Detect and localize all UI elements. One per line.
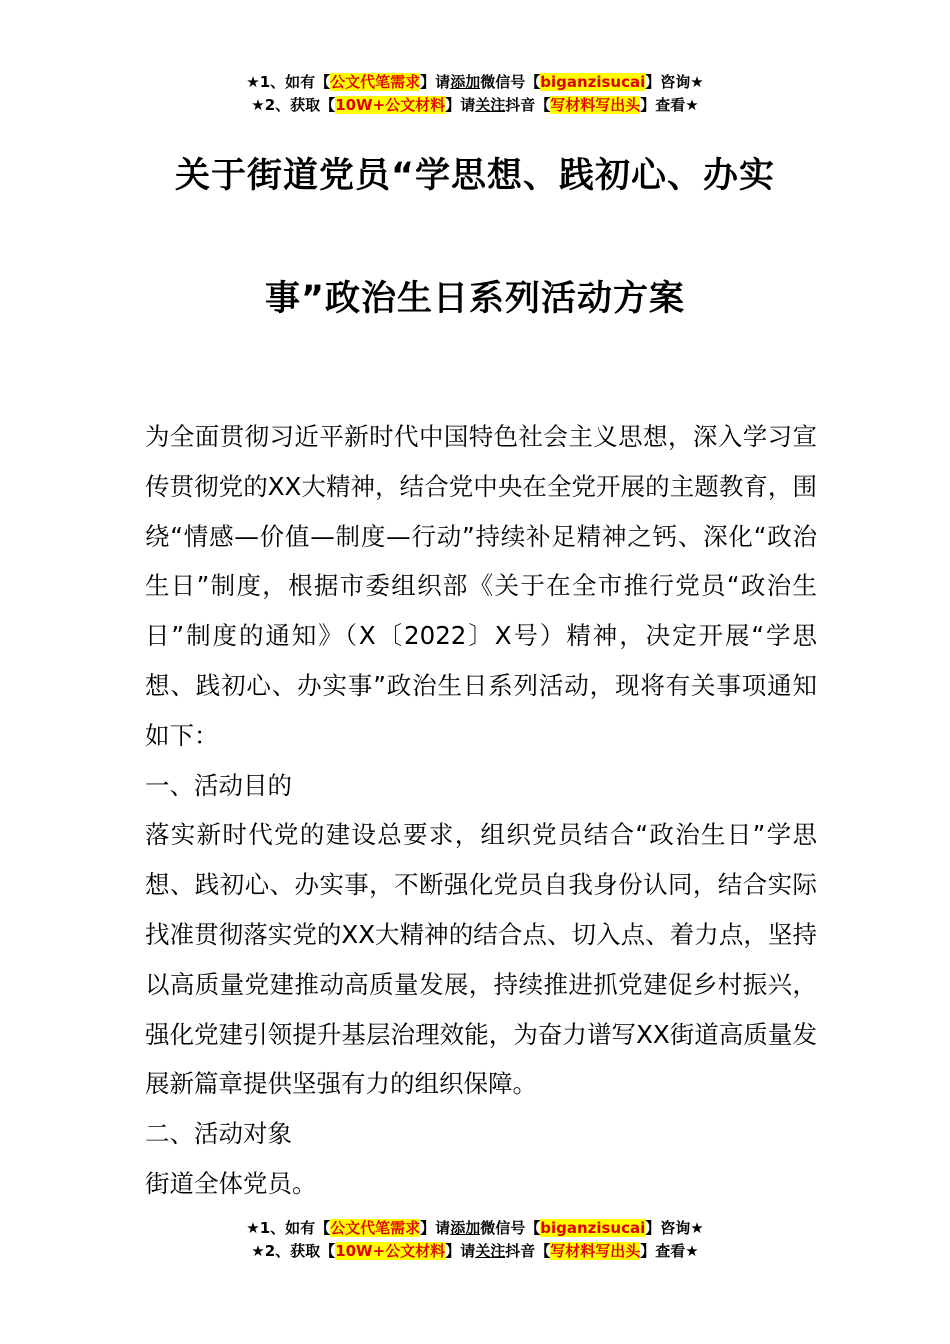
promo-underline: 添加 <box>450 1219 481 1237</box>
promo-highlight: 公文代笔需求 <box>330 73 421 91</box>
document-body <box>145 412 817 1209</box>
section-heading-purpose: 一、活动目的 <box>145 770 292 800</box>
promo-douyin-id: 写材料写出头 <box>550 1242 641 1260</box>
promo-underline: 添加 <box>450 73 481 91</box>
promo-douyin-id: 写材料写出头 <box>550 96 641 114</box>
promo-highlight: 10W+公文材料 <box>335 1242 446 1260</box>
promo-wechat-id: biganzisucai <box>540 73 646 91</box>
promo-line-1: ★1、如有【公文代笔需求】请添加微信号【biganzisucai】咨询★ <box>246 73 704 91</box>
top-promo-banner <box>0 71 950 117</box>
target-paragraph: 街道全体党员。 <box>145 1168 317 1198</box>
intro-paragraph: 为全面贯彻习近平新时代中国特色社会主义思想，深入学习宣传贯彻党的XX大精神，结合党中央在全党开展的主题教育，围绕“情感—价值—制度—行动”持续补足精神之钙、深化“政治生日”制度，根据市委组织部《关于在全市推行党员“政治生日”制度的通知》（X〔2022〕X号）精神，决定开展“学思想、践初心、办实事”政治生日系列活动，现将有关事项通知如下： <box>145 422 817 750</box>
promo-highlight: 10W+公文材料 <box>335 96 446 114</box>
document-title-line-2: 事”政治生日系列活动方案 <box>264 279 685 319</box>
promo-highlight: 公文代笔需求 <box>330 1219 421 1237</box>
promo-line-2: ★2、获取【10W+公文材料】请关注抖音【写材料写出头】查看★ <box>251 96 699 114</box>
promo-wechat-id: biganzisucai <box>540 1219 646 1237</box>
bottom-promo-banner <box>0 1217 950 1263</box>
section-heading-target: 二、活动对象 <box>145 1119 292 1149</box>
promo-line-2: ★2、获取【10W+公文材料】请关注抖音【写材料写出头】查看★ <box>251 1242 699 1260</box>
purpose-paragraph: 落实新时代党的建设总要求，组织党员结合“政治生日”学思想、践初心、办实事，不断强化党员自我身份认同，结合实际找准贯彻落实党的XX大精神的结合点、切入点、着力点，坚持以高质量党建推动高质量发展，持续推进抓党建促乡村振兴，强化党建引领提升基层治理效能，为奋力谱写XX街道高质量发展新篇章提供坚强有力的组织保障。 <box>145 820 817 1099</box>
promo-line-1: ★1、如有【公文代笔需求】请添加微信号【biganzisucai】咨询★ <box>246 1219 704 1237</box>
document-title-line-1: 关于街道党员“学思想、践初心、办实 <box>174 156 775 196</box>
promo-underline: 关注 <box>475 1242 506 1260</box>
promo-underline: 关注 <box>475 96 506 114</box>
